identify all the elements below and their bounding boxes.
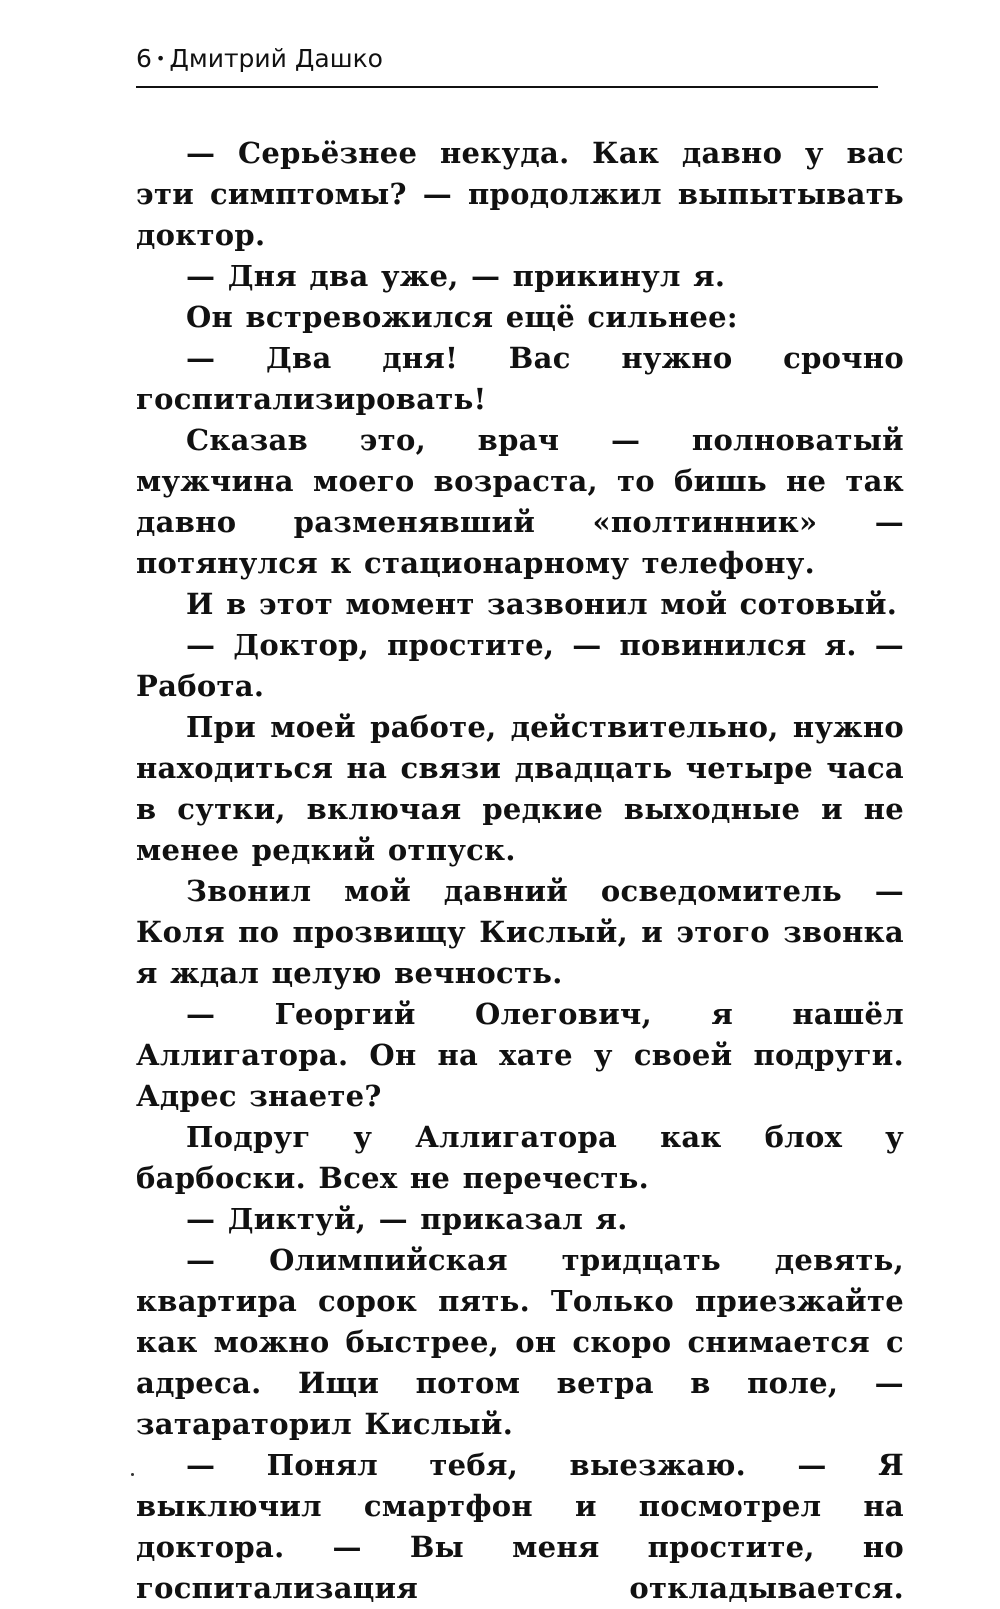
paragraph-3: Он встревожился ещё сильнее: [186, 300, 738, 334]
paragraph-5: Сказав это, врач — полноватый мужчина моего возраста, то бишь не так давно разменявший «полтинник» — потянулся к стационарному телефону. [136, 423, 904, 580]
header-line [136, 42, 878, 76]
paragraph-9: Звонил мой давний осведомитель — Коля по прозвищу Кислый, и этого звонка я ждал целую вечность. [136, 874, 904, 990]
header-rule [136, 86, 878, 88]
paragraph-11: Подруг у Аллигатора как блох у барбоски. Всех не перечесть. [136, 1120, 904, 1195]
paragraph-7: — Доктор, простите, — повинился я. — Работа. [136, 628, 904, 703]
running-header [136, 42, 878, 82]
paragraph-2: — Дня два уже, — прикинул я. [186, 259, 726, 293]
header-separator: • [155, 49, 166, 68]
paragraph-10: — Георгий Олегович, я нашёл Аллигатора. Он на хате у своей подруги. Адрес знаете? [136, 997, 904, 1113]
paragraph-14: — Понял тебя, выезжаю. — Я выключил смартфон и посмотрел на доктора. — Вы меня простите, но госпитализация откладывается. [136, 1448, 904, 1605]
author-name: Дмитрий Дашко [169, 44, 383, 73]
page-body [136, 133, 904, 1609]
paragraph-13: — Олимпийская тридцать девять, квартира сорок пять. Только приезжайте как можно быстрее, он скоро снимается с адреса. Ищи потом ветра в поле, — затараторил Кислый. [136, 1243, 904, 1441]
paragraph-4: — Два дня! Вас нужно срочно госпитализировать! [136, 341, 904, 416]
page-number: 6 [136, 44, 152, 73]
paragraph-8: При моей работе, действительно, нужно находиться на связи двадцать четыре часа в сутки, включая редкие выходные и не менее редкий отпуск. [136, 710, 904, 867]
paragraph-6: И в этот момент зазвонил мой сотовый. [186, 587, 898, 621]
print-speck [131, 1473, 134, 1476]
paragraph-12: — Диктуй, — приказал я. [186, 1202, 628, 1236]
paragraph-1: — Серьёзнее некуда. Как давно у вас эти симптомы? — продолжил выпытывать доктор. [136, 136, 904, 252]
